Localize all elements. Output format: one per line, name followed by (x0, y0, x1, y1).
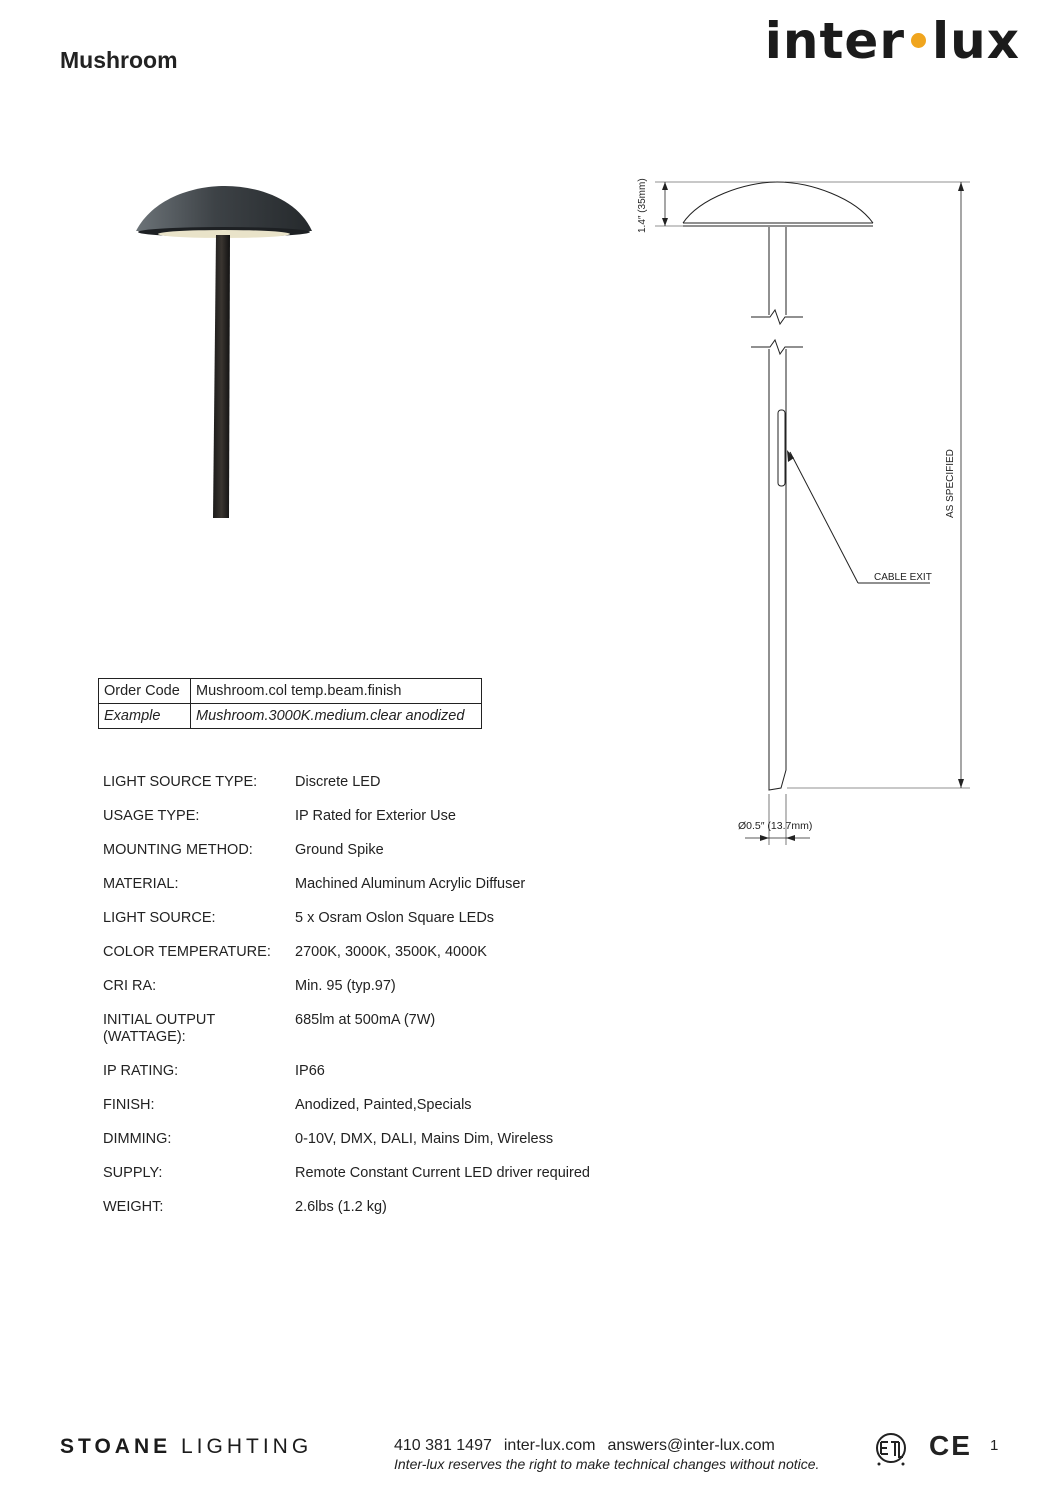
spec-row: MATERIAL: Machined Aluminum Acrylic Diffuser (103, 876, 526, 892)
logo-text-left: inter (764, 12, 905, 70)
spec-row: SUPPLY: Remote Constant Current LED driver required (103, 1165, 590, 1181)
page-title: Mushroom (60, 47, 178, 73)
technical-drawing (625, 170, 985, 860)
cable-exit-label: CABLE EXIT (874, 572, 932, 583)
order-code-row (99, 679, 482, 704)
spec-row: LIGHT SOURCE: 5 x Osram Oslon Square LEDs (103, 910, 495, 926)
stoane-lighting-logo: STOANE LIGHTING (60, 1435, 313, 1458)
cable-exit-slot (778, 410, 785, 486)
product-photo (130, 180, 320, 525)
spec-row: IP RATING: IP66 (103, 1063, 325, 1079)
shade-height-label: 1.4″ (35mm) (637, 178, 648, 233)
order-code-table (98, 678, 482, 729)
website-link[interactable]: inter-lux.com (503, 1437, 596, 1454)
spec-row: WEIGHT: 2.6lbs (1.2 kg) (103, 1199, 387, 1215)
spec-row: DIMMING: 0-10V, DMX, DALI, Mains Dim, Wireless (103, 1131, 554, 1147)
spec-list (103, 774, 615, 1233)
spec-row: INITIAL OUTPUT (WATTAGE): 685lm at 500mA (7W) (103, 1012, 436, 1045)
length-label: AS SPECIFIED (945, 449, 956, 518)
drawing-shade (683, 182, 873, 223)
spec-row: CRI RA: Min. 95 (typ.97) (103, 978, 396, 994)
example-value: Mushroom.3000K.medium.clear anodized (191, 704, 482, 729)
pole-stem (213, 235, 230, 518)
break-symbol-bottom (751, 340, 803, 354)
etl-listed-icon (872, 1432, 910, 1468)
break-symbol-top (751, 310, 803, 324)
diameter-label: Ø0.5″ (13.7mm) (738, 820, 813, 832)
spec-row: USAGE TYPE: IP Rated for Exterior Use (103, 808, 456, 824)
logo-dot-icon (911, 33, 926, 48)
disclaimer: Inter-lux reserves the right to make technical changes without notice. (394, 1456, 820, 1472)
mushroom-shade (136, 186, 312, 231)
interlux-logo (765, 12, 1020, 70)
spec-row: FINISH: Anodized, Painted,Specials (103, 1097, 472, 1113)
page-number: 1 (990, 1437, 999, 1454)
spec-row: LIGHT SOURCE TYPE: Discrete LED (103, 774, 381, 790)
example-label: Example (99, 704, 191, 729)
spec-row: MOUNTING METHOD: Ground Spike (103, 842, 384, 858)
order-code-value: Mushroom.col temp.beam.finish (191, 679, 482, 704)
email-link[interactable]: answers@inter-lux.com (607, 1437, 775, 1454)
logo-text-right: lux (932, 12, 1020, 70)
example-row (99, 704, 482, 729)
order-code-label: Order Code (99, 679, 191, 704)
spec-row: COLOR TEMPERATURE: 2700K, 3000K, 3500K, 4000K (103, 944, 487, 960)
contact-info (394, 1437, 787, 1455)
ce-mark-icon: CE (929, 1430, 972, 1461)
phone-number: 410 381 1497 (394, 1437, 492, 1454)
